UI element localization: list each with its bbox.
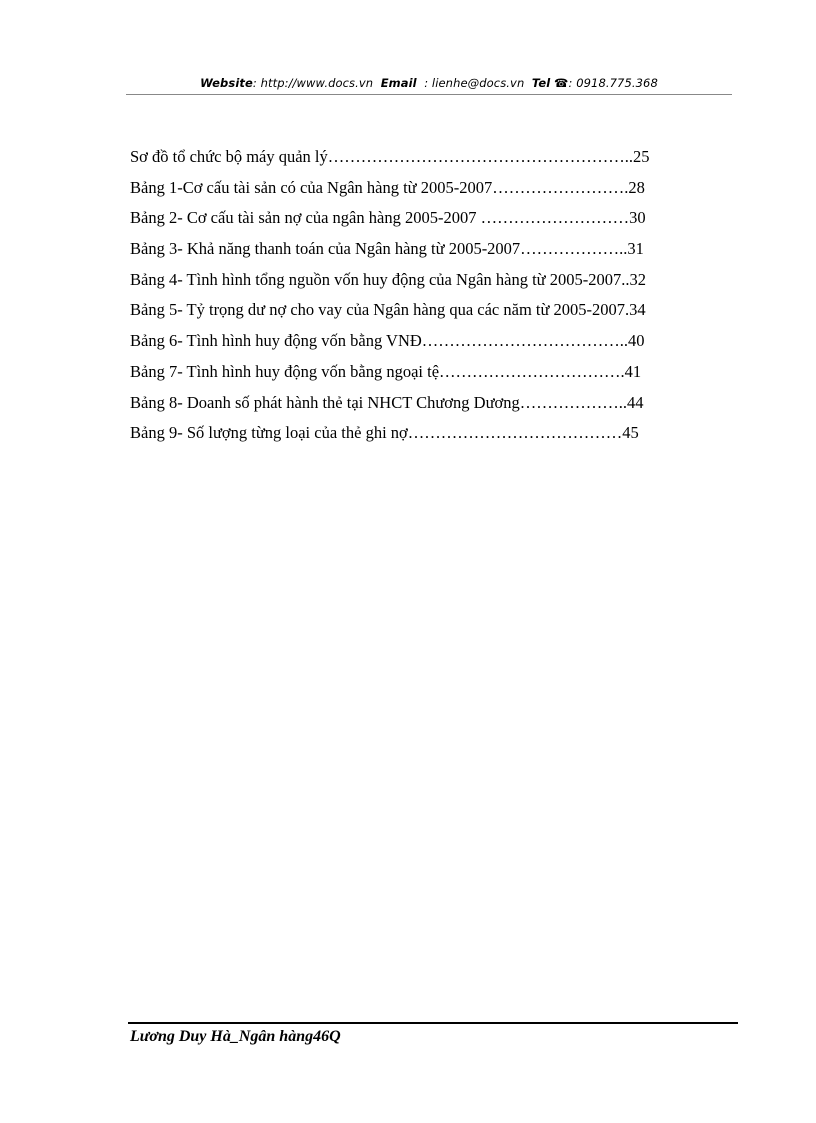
phone-icon: ☎ [554,76,569,90]
toc-entry: Bảng 9- Số lượng từng loại của thẻ ghi nợ…………………………………45 [130,423,639,443]
table-of-figures [130,146,730,453]
tel-value: : 0918.775.368 [568,76,658,90]
toc-entry: Bảng 6- Tình hình huy động vốn bằng VNĐ………………………………..40 [130,331,645,351]
toc-entry: Bảng 4- Tình hình tổng nguồn vốn huy động của Ngân hàng từ 2005-2007..32 [130,269,646,289]
email-value: : lienhe@docs.vn [424,76,525,90]
toc-entry: Bảng 3- Khả năng thanh toán của Ngân hàng từ 2005-2007………………..31 [130,239,644,259]
email-label: Email [380,76,417,90]
toc-entry: Bảng 2- Cơ cấu tài sản nợ của ngân hàng 2005-2007 ………………………30 [130,208,646,228]
toc-entry: Bảng 7- Tình hình huy động vốn bằng ngoại tệ…………………………….41 [130,361,642,381]
toc-entry: Bảng 1-Cơ cấu tài sản có của Ngân hàng từ 2005-2007…………………….28 [130,177,645,197]
toc-entry: Bảng 8- Doanh số phát hành thẻ tại NHCT Chương Dương………………..44 [130,392,644,412]
website-value: : http://www.docs.vn [252,76,374,90]
header-divider [126,94,732,95]
footer-author: Lương Duy Hà_Ngân hàng46Q [130,1028,341,1045]
toc-entry: Sơ đồ tổ chức bộ máy quản lý………………………………………………..25 [130,147,650,166]
toc-entry: Bảng 5- Tỷ trọng dư nợ cho vay của Ngân hàng qua các năm từ 2005-2007.34 [130,300,646,320]
footer-divider [128,1022,738,1024]
website-label: Website [200,76,253,90]
tel-label: Tel [531,76,551,90]
page-header [126,76,732,90]
